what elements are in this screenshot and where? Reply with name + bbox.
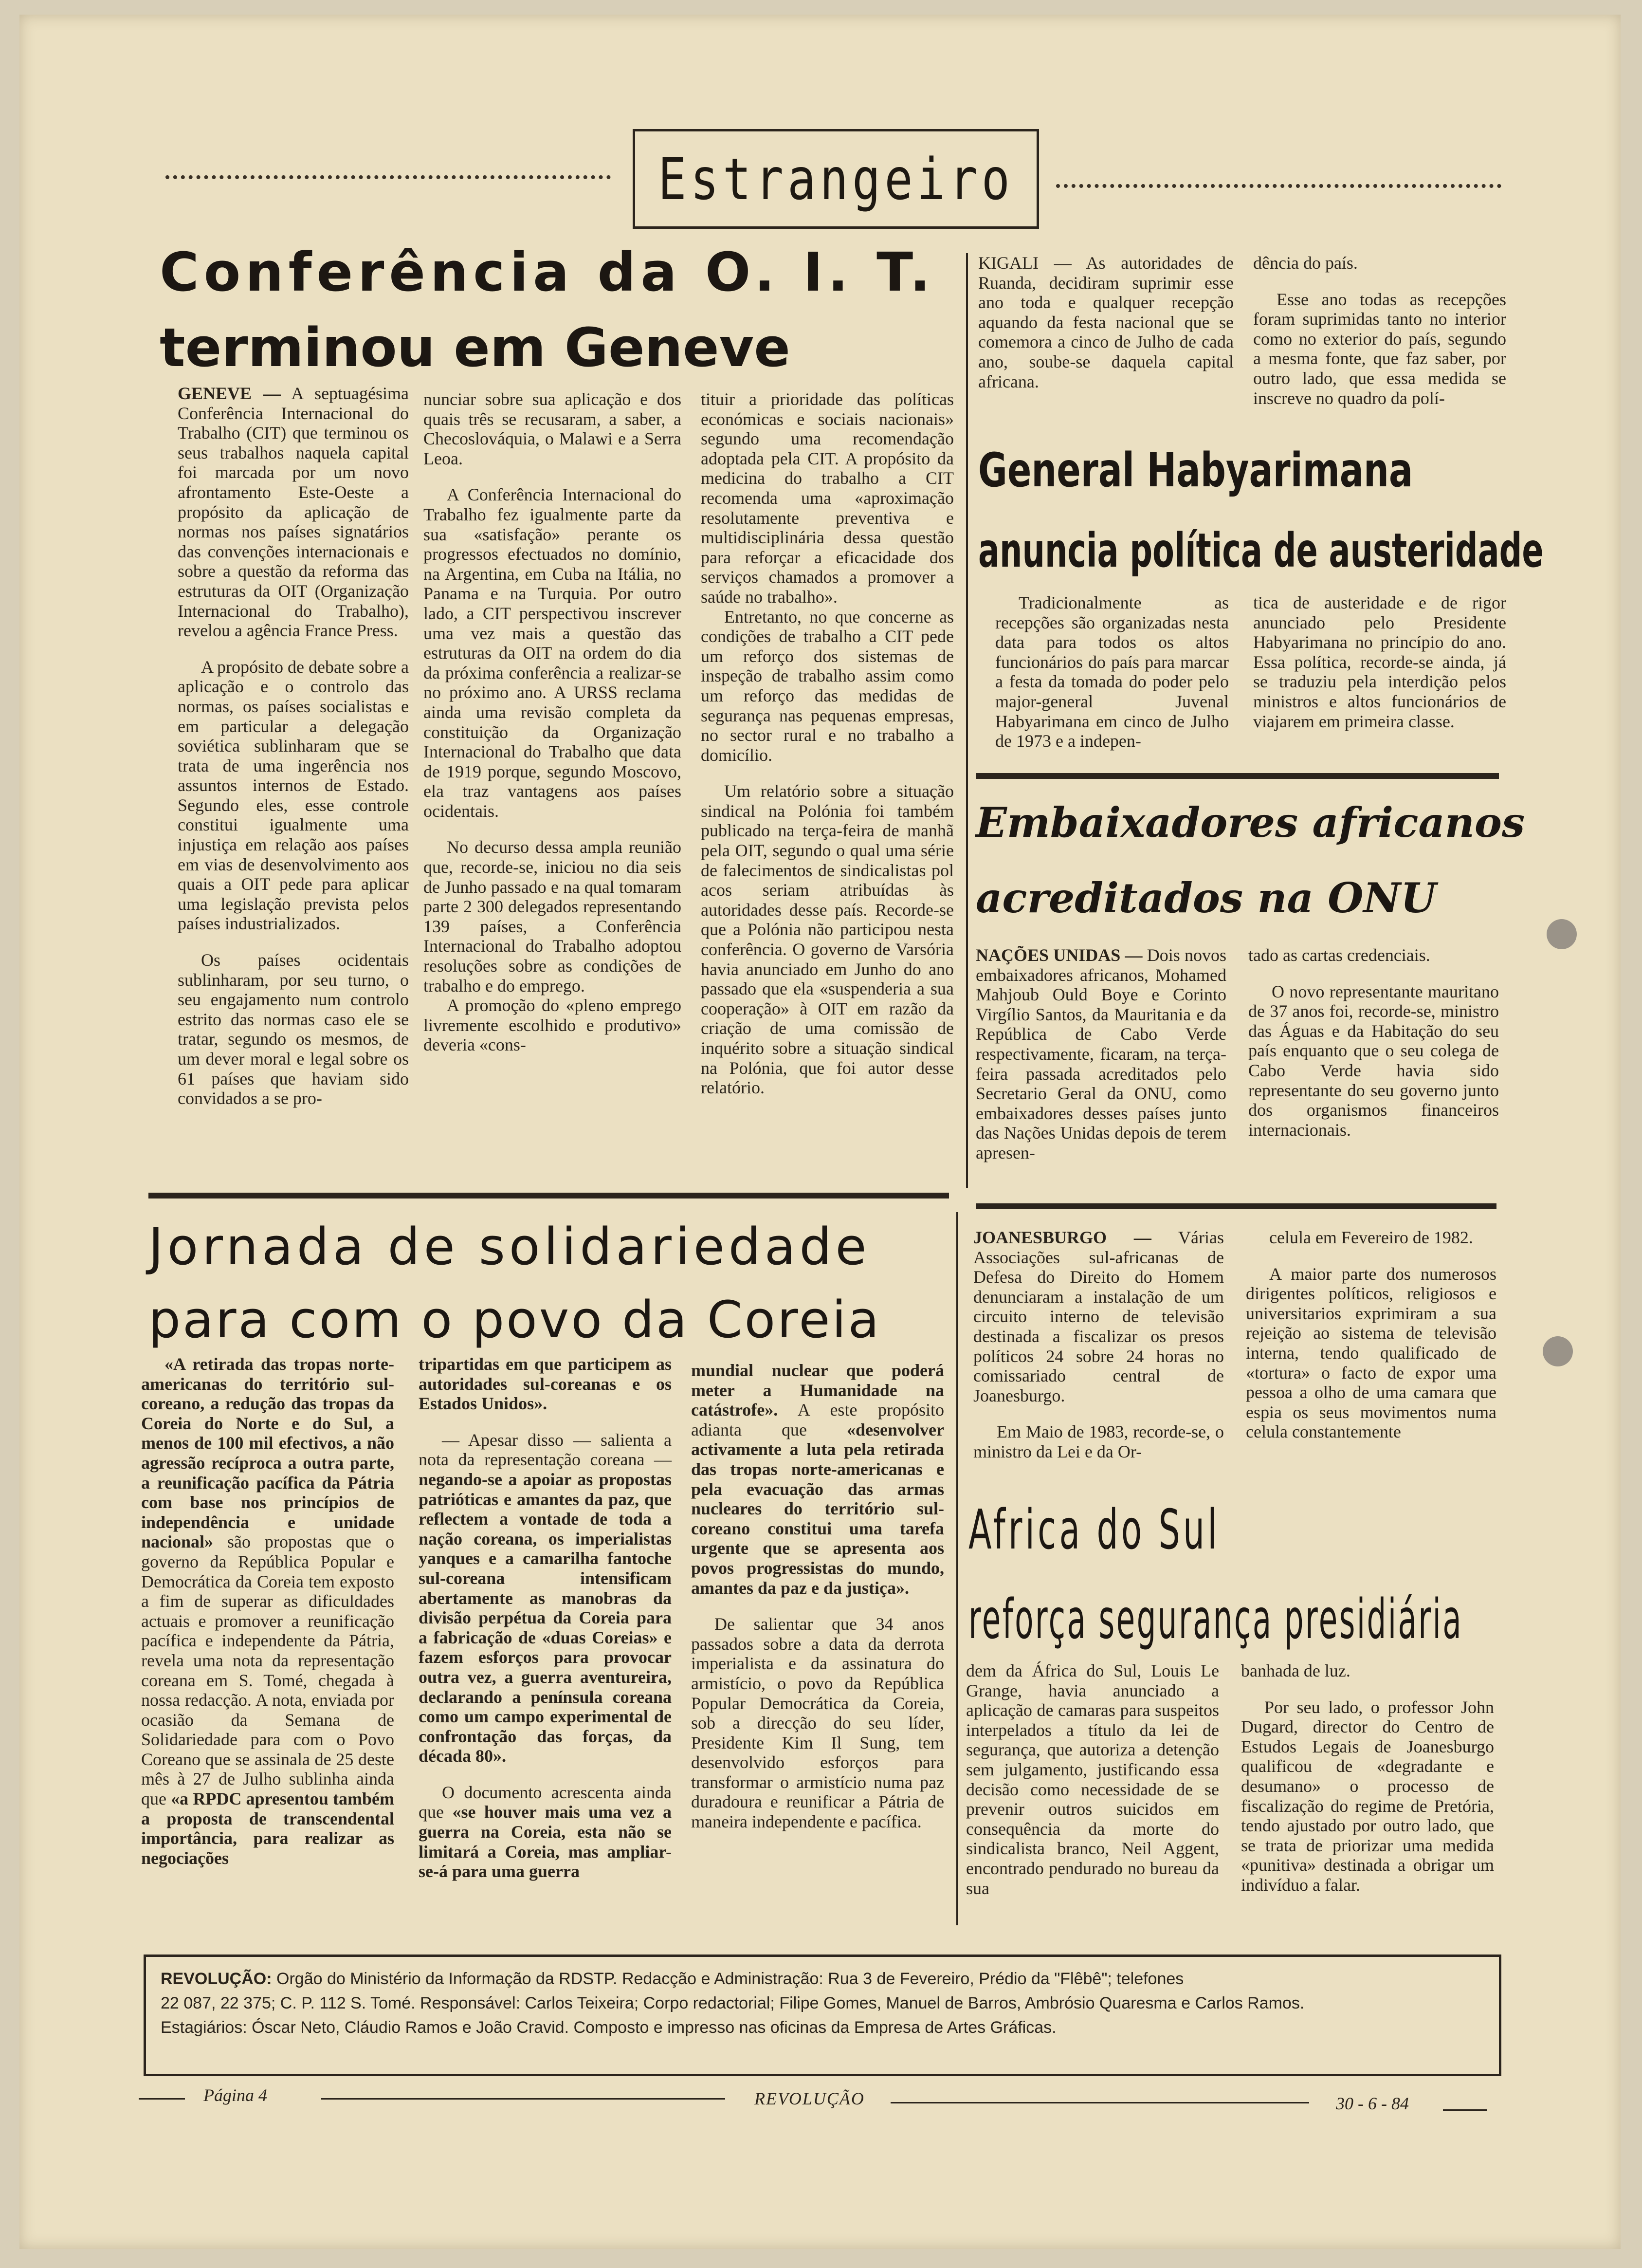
punch-hole <box>1547 919 1577 949</box>
art1-column-3 <box>701 389 954 1114</box>
art1-paragraph: A Conferência Internacional do Trabalho fez igualmente parte da sua «satisfação» perante os progressos efectuados no domínio, na Argentina, em Cuba na Itália, no Panama e na Turquia. Por outro lado, a CIT perspectivou inscrever uma vez mais a questão das estruturas da OIT na ordem do dia da próxima conferência a realizar-se no próximo ano. A URSS reclama ainda uma revisão completa da constituição da Organização Internacional do Trabalho que data de 1919 porque, segundo Moscovo, ela traz vantagens aos países ocidentais. <box>423 485 681 821</box>
art4-title-line2: acreditados na ONU <box>976 874 1437 922</box>
vertical-divider <box>966 253 968 1188</box>
art4-title-line1: Embaixadores africanos <box>976 798 1525 847</box>
art4-paragraph: O novo representante mauritano de 37 anos foi, recorde-se, ministro das Águas e da Habitação do seu país enquanto que o seu colega de Cabo Verde havia sido representante do seu governo junto dos organismos financeiros internacionais. <box>1248 981 1499 1140</box>
art1-paragraph: A promoção do «pleno emprego livremente escolhido e produtivo» deveria «cons- <box>423 996 681 1055</box>
art5-title-line2: reforça segurança presidiária <box>968 1588 1463 1651</box>
art3-column-2 <box>1253 253 1506 424</box>
art1-dateline: GENEVE — <box>178 384 281 403</box>
art3-paragraph: Tradicionalmente as recepções são organizadas nesta data para todos os altos funcionários do país para marcar a festa da tomada do poder pelo major-general Juvenal Habyarimana em cinco de Julho de 1973 e a indepen- <box>995 593 1229 751</box>
art4-column-1 <box>976 945 1226 1180</box>
art2-paragraph: De salientar que 34 anos passados sobre a data da derrota imperialista e da assinatura do armistício, o povo da República Popular Democrática da Coreia, sob a direcção do seu líder, Presidente Kim Il Sung, tem desenvolvido esforços para transformar o armistício numa paz duradoura e reunificar a Pátria de maneira independente e pacífica. <box>691 1614 944 1832</box>
section-rule-right <box>1056 184 1501 188</box>
footer-rule <box>139 2098 185 2100</box>
art3-paragraph: Esse ano todas as recepções foram suprimidas tanto no interior como no exterior do país, segundo a mesma fonte, que faz saber, por outro lado, que essa medida se inscreve no quadro da polí- <box>1253 289 1506 408</box>
art1-paragraph: No decurso dessa ampla reunião que, recorde-se, iniciou no dia seis de Junho passado e na qual tomaram parte 2 300 delegados representando 139 países, a Conferência Internacional do Trabalho adoptou resoluções sobre as condições de trabalho e do emprego. <box>423 837 681 996</box>
newspaper-name: REVOLUÇÃO <box>754 2089 865 2108</box>
art2-paragraph: são propostas que o governo da República Popular e Democrática da Coreia tem exposto a fim de superar as dificuldades actuais e promover a reunificação pacífica e independente da Pátria, revela uma nota da representação coreana em S. Tomé, chegada à nossa redacção. A nota, enviada por ocasião da Semana de Solidariedade para com o Povo Coreano que se assinala de 25 deste mês à 27 de Julho sublinha ainda que <box>141 1532 394 1809</box>
art3-paragraph: dência do país. <box>1253 253 1358 273</box>
art4-paragraph: tado as cartas credenciais. <box>1248 945 1430 965</box>
art5-dateline: JOANESBURGO — <box>973 1228 1151 1247</box>
art2-quote: negando-se a apoiar as propostas patrióticas e amantes da paz, que reflectem a vontade de toda a nação coreana, os imperialistas yanques e a camarilha fantoche sul-coreana intensificam abertamente as manobras da divisão perpétua da Coreia para a fabricação de «duas Coreias» e fazem esforços para provocar outra vez, a guerra aventureira, declarando a península coreana como um campo experimental de confrontação das forças, da década 80». <box>419 1469 672 1766</box>
art2-quote: tripartidas em que participem as autoridades sul-coreanas e os Estados Unidos». <box>419 1354 672 1414</box>
page-number: Página 4 <box>203 2085 267 2105</box>
art3-column-4 <box>1253 593 1506 748</box>
horizontal-rule <box>976 773 1499 779</box>
art3-title-line1: General Habyarimana <box>978 443 1413 498</box>
art2-title-line1: Jornada de solidariedade <box>148 1217 871 1276</box>
art1-paragraph: Os países ocidentais sublinharam, por seu turno, o seu engajamento num controlo estrito das normas caso ele se tratar, segundo os mesmos, de um dever moral e legal sobre os 61 países que haviam sido convidados a se pro- <box>178 950 409 1108</box>
art4-paragraph: Dois novos embaixadores africanos, Mohamed Mahjoub Ould Boye e Corinto Virgílio Santos, da Mauritania e da República de Cabo Verde respectivamente, ficaram, na terça-feira passada acreditados pelo Secretario Geral da ONU, como embaixadores desses países junto das Nações Unidas depois de terem apresen- <box>976 945 1226 1162</box>
art2-title-line2: para com o povo da Coreia <box>148 1290 881 1349</box>
horizontal-rule <box>148 1193 949 1199</box>
art3-column-3 <box>995 593 1229 768</box>
art1-paragraph: A septuagésima Conferência Internacional do Trabalho (CIT) que terminou os seus trabalhos naquela capital foi marcada por um novo afrontamento Este-Oeste a propósito da aplicação de normas nos países signatários das convenções internacionais e sobre a questão da reforma das estruturas da OIT (Organização Internacional do Trabalho), revelou a agência France Press. <box>178 384 409 641</box>
art1-paragraph: Um relatório sobre a situação sindical na Polónia foi também publicado na terça-feira de manhã pela OIT, segundo o qual uma série de falecimentos de sindicalistas pol acos seriam atribuídas às autoridades desse país. Recorde-se que a Polónia não participou nesta conferência. O governo de Varsória havia anunciado em Junho do ano passado que ela «suspenderia a sua cooperação» à OIT em razão da criação de uma comissão de inquérito sobre a situação sindical na Polónia, que foi autor desse relatório. <box>701 781 954 1098</box>
art2-quote: mundial nuclear que poderá meter a Humanidade na catástrofe». <box>691 1361 944 1420</box>
issue-date: 30 - 6 - 84 <box>1336 2094 1409 2113</box>
art2-paragraph: — Apesar disso — salienta a nota da representação coreana — <box>419 1430 672 1470</box>
art5-paragraph: Por seu lado, o professor John Dugard, director do Centro de Estudos Legais de Joanesburgo qualificou de «degradante e desumano» o processo de fiscalização do regime de Pretória, tendo ajustado por outro lado, que se trata de priorizar uma medida «punitiva» destinada a obrigar um indivíduo a falar. <box>1241 1697 1494 1895</box>
art2-quote: «se houver mais uma vez a guerra na Coreia, esta não se limitará a Coreia, mas ampliar-se-á para uma guerra <box>419 1802 672 1881</box>
section-rule-left <box>165 175 611 179</box>
art2-column-3 <box>691 1361 944 1848</box>
art3-paragraph: tica de austeridade e de rigor anunciado pelo Presidente Habyarimana no princípio do ano. Essa política, recorde-se ainda, já se traduziu pela interdição pelos ministros e altos funcionários de viajarem em primeira classe. <box>1253 593 1506 731</box>
art5-paragraph: celula em Fevereiro de 1982. <box>1269 1228 1473 1247</box>
art5-column-1 <box>973 1228 1224 1478</box>
art3-title-line2: anuncia política de austeridade <box>978 523 1544 578</box>
art2-quote: «a RPDC apresentou também a proposta de transcendental importância, para realizar as negociações <box>141 1789 395 1868</box>
punch-hole <box>1543 1336 1573 1366</box>
footer-rule <box>321 2098 725 2100</box>
art2-quote: «desenvolver activamente a luta pela retirada das tropas norte-americanas e pela evacuação das armas nucleares do território sul-coreano constitui uma tarefa urgente que se apresenta aos povos progressistas do mundo, amantes da paz e da justiça». <box>691 1420 945 1598</box>
section-title: Estrangeiro <box>657 145 1014 213</box>
art2-column-1 <box>141 1354 394 1884</box>
art2-paragraph: A este propósito adianta que <box>691 1400 944 1439</box>
art1-paragraph: A propósito de debate sobre a aplicação e o controlo das normas, os países socialistas e em particular a delegação soviética sublinharam que se trata de uma ingerência nos assuntos internos de Estado. Segundo eles, esse controle constitui igualmente uma injustiça em relação aos países em vias de desenvolvimento aos quais a OIT pede para aplicar uma legislação prevista pelos países industrializados. <box>178 657 409 934</box>
art5-paragraph: Várias Associações sul-africanas de Defesa do Direito do Homem denunciaram a instalação de um circuito interno de televisão destinada a fiscalizar os presos políticos 24 sobre 24 horas no comissariado central de Joanesburgo. <box>973 1228 1224 1405</box>
art3-column-1 <box>978 253 1234 408</box>
art1-column-2 <box>423 389 681 1071</box>
horizontal-rule <box>976 1203 1496 1209</box>
art5-paragraph: A maior parte dos numerosos dirigentes políticos, religiosos e universitarios exprimiram a sua rejeição ao sistema de televisão interna, tendo qualificado de «tortura» o facto de expor uma pessoa a olho de uma camara que espia os seus movimentos numa celula constantemente <box>1246 1264 1496 1442</box>
art1-title-line2: terminou em Geneve <box>160 316 790 379</box>
footer-rule <box>891 2102 1309 2103</box>
art2-paragraph: O documento acrescenta ainda que <box>419 1782 672 1822</box>
art5-paragraph: Em Maio de 1983, recorde-se, o ministro da Lei e da Or- <box>973 1422 1224 1461</box>
art5-paragraph: dem da África do Sul, Louis Le Grange, havia anunciado a aplicação de camaras para suspeitos interpelados a título da lei de segurança, que autoriza a detenção sem julgamento, justificando essa decisão como necessidade de se prevenir outros suicidos em consequência da morte do sindicalista branco, Neil Aggent, encontrado pendurado no bureau da sua <box>966 1661 1219 1898</box>
art1-column-1 <box>178 384 409 1125</box>
section-header <box>633 129 1039 229</box>
art4-column-2 <box>1248 945 1499 1156</box>
art5-paragraph: banhada de luz. <box>1241 1661 1350 1680</box>
masthead-box <box>144 1955 1501 2076</box>
art5-title-line1: Africa do Sul <box>968 1498 1220 1562</box>
masthead-line-3: Estagiários: Óscar Neto, Cláudio Ramos e João Cravid. Composto e impresso nas oficinas da Empresa de Artes Gráficas. <box>161 2018 1057 2037</box>
art1-title-line1: Conferência da O. I. T. <box>160 241 935 303</box>
art4-dateline: NAÇÕES UNIDAS — <box>976 945 1143 965</box>
masthead-line-2: 22 087, 22 375; C. P. 112 S. Tomé. Responsável: Carlos Teixeira; Corpo redactorial; Filipe Gomes, Manuel de Barros, Ambrósio Quaresma e Carlos Ramos. <box>161 1994 1305 2012</box>
art1-paragraph: tituir a prioridade das políticas económicas e sociais nacionais» segundo uma recomendação adoptada pela CIT. A propósito da medicina do trabalho a CIT recomenda uma «aproximação resolutamente preventiva e multidisciplinária dessa questão para reforçar a eficacidade dos serviços chamados a promover a saúde no trabalho». <box>701 389 954 607</box>
footer-rule <box>1443 2109 1487 2111</box>
masthead-label: REVOLUÇÃO: <box>161 1970 272 1988</box>
art5-column-4 <box>1241 1661 1494 1912</box>
art2-quote: «A retirada das tropas norte-americanas do território sul-coreano, a redução das tropas da Coreia do Norte e do Sul, a menos de 100 mil efectivos, a não agressão recíproca a outra parte, a reunificação pacífica da Pátria com base nos princípios de independência e unidade nacional» <box>141 1354 394 1552</box>
art1-paragraph: nunciar sobre sua aplicação e dos quais três se recusaram, a saber, a Checoslováquia, o Malawi e a Serra Leoa. <box>423 389 681 468</box>
vertical-divider <box>956 1212 958 1925</box>
masthead-line-1: REVOLUÇÃO: Orgão do Ministério da Informação da RDSTP. Redacção e Administração: Rua 3 de Fevereiro, Prédio da "Flêbê"; telefones <box>161 1970 1184 1988</box>
art1-paragraph: Entretanto, no que concerne as condições de trabalho a CIT pede um reforço dos sistemas de inspeção de trabalho assim como um reforço das medidas de segurança nas pequenas empresas, no sector rural e no trabalho a domicílio. <box>701 607 954 765</box>
art2-column-2 <box>419 1354 672 1898</box>
art3-paragraph: KIGALI — As autoridades de Ruanda, decidiram suprimir esse ano toda e qualquer recepção aquando da festa nacional que se comemora a cinco de Julho de cada ano, soube-se daquela capital africana. <box>978 253 1234 391</box>
art5-column-2 <box>1246 1228 1496 1458</box>
art5-column-3 <box>966 1661 1219 1915</box>
